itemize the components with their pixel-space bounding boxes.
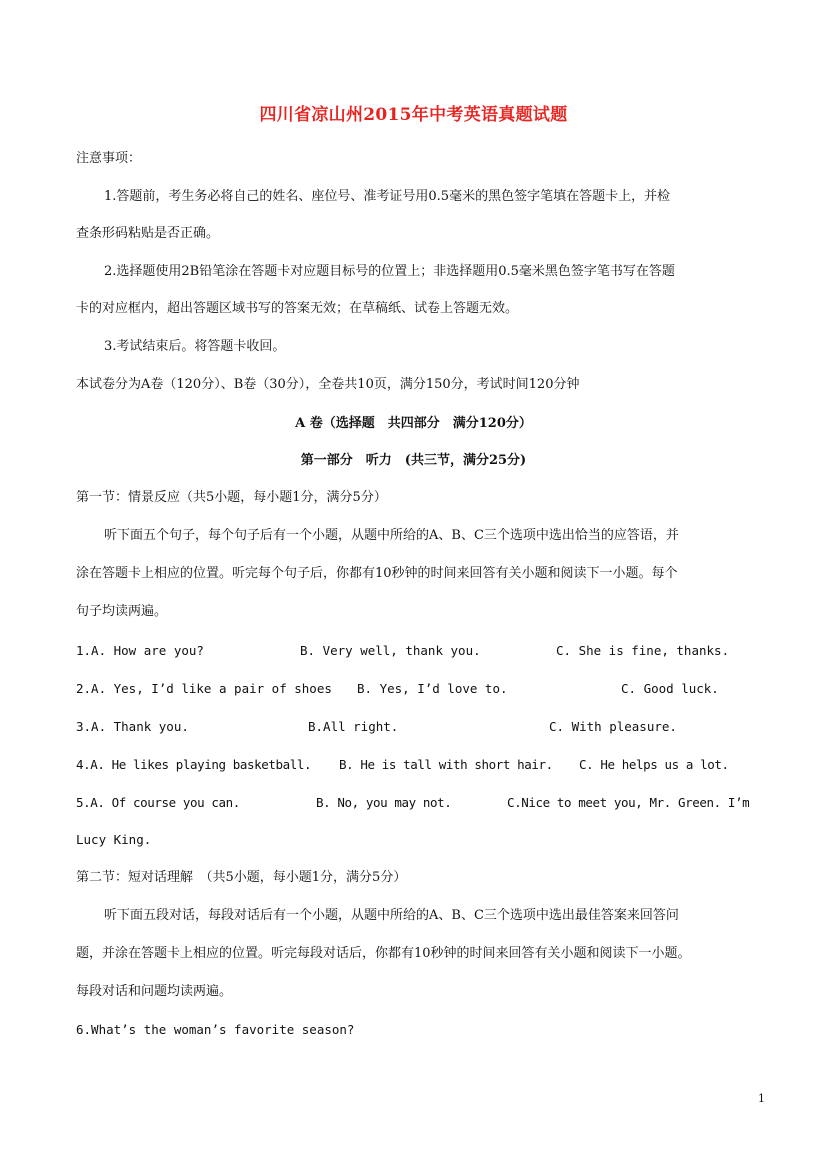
- question-5-option-b: B. No, you may not.: [316, 795, 452, 810]
- section-2-instruction-line-1: 听下面五段对话，每段对话后有一个小题，从题中所给的A、B、C三个选项中选出最佳答案来回答问: [104, 908, 679, 923]
- question-5-option-a: 5.A. Of course you can.: [76, 795, 240, 810]
- question-4-option-c: C. He helps us a lot.: [579, 757, 729, 772]
- question-4-option-b: B. He is tall with short hair.: [339, 757, 553, 772]
- paper-info: 本试卷分为A卷（120分）、B卷（30分），全卷共10页，满分150分，考试时间120分钟: [76, 377, 580, 392]
- question-3-option-b: B.All right.: [308, 719, 399, 734]
- notice-item-3: 3.考试结束后。将答题卡收回。: [104, 339, 286, 354]
- notice-item-2-line-2: 卡的对应框内，超出答题区域书写的答案无效；在草稿纸、试卷上答题无效。: [76, 301, 519, 316]
- question-6: 6.What’s the woman’s favorite season?: [76, 1022, 355, 1037]
- question-5-option-c-continued: Lucy King.: [76, 832, 152, 847]
- section-2-instruction-line-3: 每段对话和问题均读两遍。: [76, 984, 233, 999]
- question-1-option-a: 1.A. How are you?: [76, 643, 204, 658]
- notice-item-2-line-1: 2.选择题使用2B铅笔涂在答题卡对应题目标号的位置上；非选择题用0.5毫米黑色签字笔书写在答题: [104, 264, 675, 279]
- question-2-option-a: 2.A. Yes, I’d like a pair of shoes: [76, 681, 332, 696]
- section-1-instruction-line-1: 听下面五个句子，每个句子后有一个小题，从题中所给的A、B、C三个选项中选出恰当的应答语，并: [104, 528, 679, 543]
- question-2-option-c: C. Good luck.: [621, 681, 719, 696]
- section-2-instruction-line-2: 题，并涂在答题卡上相应的位置。听完每段对话后，你都有10秒钟的时间来回答有关小题和阅读下一小题。: [76, 946, 691, 961]
- section-1-heading: 第一节：情景反应（共5小题，每小题1分，满分5分）: [76, 490, 387, 505]
- notice-item-1-line-1: 1.答题前，考生务必将自己的姓名、座位号、准考证号用0.5毫米的黑色签字笔填在答题卡上，并检: [104, 189, 671, 204]
- part-1-heading: 第一部分 听力 (共三节，满分25分): [300, 453, 527, 468]
- question-4-option-a: 4.A. He likes playing basketball.: [76, 757, 312, 772]
- question-3-option-c: C. With pleasure.: [549, 719, 677, 734]
- page-title: 四川省凉山州2015年中考英语真题试题: [259, 105, 568, 125]
- section-1-instruction-line-2: 涂在答题卡上相应的位置。听完每个句子后，你都有10秒钟的时间来回答有关小题和阅读下一小题。每个: [76, 566, 678, 581]
- question-3-option-a: 3.A. Thank you.: [76, 719, 189, 734]
- section-1-instruction-line-3: 句子均读两遍。: [76, 604, 168, 619]
- page-number: 1: [758, 1092, 765, 1105]
- question-5-option-c: C.Nice to meet you, Mr. Green. I’m: [507, 795, 750, 810]
- section-2-heading: 第二节：短对话理解 （共5小题，每小题1分，满分5分）: [76, 870, 407, 885]
- question-2-option-b: B. Yes, I’d love to.: [357, 681, 508, 696]
- question-1-option-c: C. She is fine, thanks.: [556, 643, 730, 658]
- question-1-option-b: B. Very well, thank you.: [300, 643, 481, 658]
- notice-item-1-line-2: 查条形码粘贴是否正确。: [76, 226, 220, 241]
- notice-heading: 注意事项：: [76, 151, 142, 166]
- volume-a-heading: A 卷（选择题 共四部分 满分120分）: [295, 416, 532, 431]
